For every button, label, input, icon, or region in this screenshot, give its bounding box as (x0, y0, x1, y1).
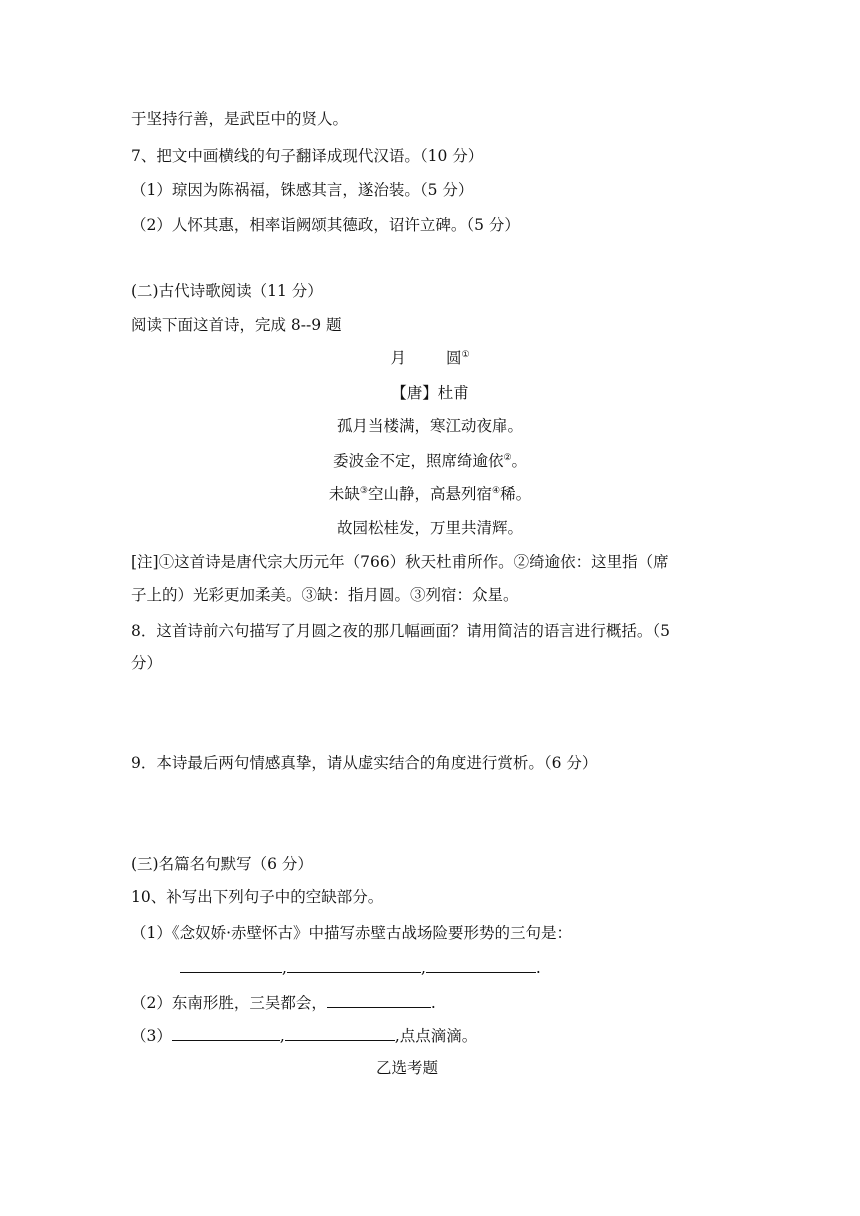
separator: , (279, 1027, 285, 1045)
question-10-item-2-text: （2）东南形胜，三吴都会， (131, 994, 327, 1012)
question-7-item-1: （1）琼因为陈祸福，铢感其言，遂治装。（5 分） (131, 181, 474, 199)
notes-line-1: [注]①这首诗是唐代宗大历元年（766）秋天杜甫所作。②绮逾依：这里指（席 (131, 553, 669, 571)
footnote-mark: ② (503, 452, 512, 463)
poem-author: 【唐】杜甫 (391, 384, 469, 402)
question-10-item-1: （1）《念奴娇·赤壁怀古》中描写赤壁古战场险要形势的三句是： (131, 924, 573, 942)
poem-line-3 (0, 483, 860, 505)
poem-line-3-text-b: 空山静，高悬列宿 (367, 485, 492, 503)
poem-title-char-1: 月 (390, 349, 406, 367)
poem-line-2 (0, 450, 860, 472)
answer-blank[interactable] (172, 1024, 280, 1041)
section-2-instruction: 阅读下面这首诗，完成 8--9 题 (131, 316, 342, 334)
section-2-title: (二)古代诗歌阅读（11 分） (131, 282, 323, 300)
footnote-mark: ① (461, 349, 470, 360)
answer-blank[interactable] (327, 991, 431, 1008)
section-b-heading: 乙选考题 (375, 1059, 438, 1077)
poem-line-4: 故园松桂发，万里共清辉。 (336, 519, 523, 537)
poem-line-3-text-c: 稀。 (500, 485, 532, 503)
separator: . (430, 994, 436, 1012)
notes-line-2: 子上的）光彩更加柔美。③缺：指月圆。③列宿：众星。 (131, 586, 519, 604)
question-10-item-1-blanks (180, 956, 541, 979)
poem-line-2-text: 委波金不定，照席绮逾依 (332, 452, 504, 470)
question-10-item-3-text: （3） (131, 1027, 172, 1045)
question-10-item-3 (131, 1024, 477, 1047)
footnote-mark: ③ (359, 485, 368, 496)
answer-blank[interactable] (287, 956, 421, 973)
answer-blank[interactable] (285, 1024, 395, 1041)
question-8-line-1: 8．这首诗前六句描写了月圆之夜的那几幅画面？请用简洁的语言进行概括。（5 (131, 622, 670, 640)
answer-blank[interactable] (180, 956, 282, 973)
question-7-item-2: （2）人怀其惠，相率诣阙颂其德政，诏许立碑。（5 分） (131, 216, 520, 234)
separator: , (282, 959, 287, 977)
question-8-line-2: 分） (131, 654, 163, 672)
question-7-title: 7、把文中画横线的句子翻译成现代汉语。（10 分） (131, 147, 484, 165)
question-10-title: 10、补写出下列句子中的空缺部分。 (131, 888, 384, 906)
section-3-title: (三)名篇名句默写（6 分） (131, 855, 313, 873)
answer-blank[interactable] (426, 956, 536, 973)
text-line: 于坚持行善，是武臣中的贤人。 (131, 110, 349, 128)
poem-line-2-end: 。 (511, 452, 528, 470)
question-10-item-2 (131, 991, 436, 1014)
poem-title (0, 347, 860, 369)
separator: . (535, 959, 541, 977)
separator: , (420, 959, 426, 977)
question-10-item-3-end: ,点点滴滴。 (394, 1027, 478, 1045)
poem-line-1: 孤月当楼满，寒江动夜扉。 (336, 417, 523, 435)
footnote-mark: ④ (492, 485, 501, 496)
poem-title-char-2: 圆 (445, 349, 462, 367)
question-9: 9．本诗最后两句情感真挚，请从虚实结合的角度进行赏析。（6 分） (131, 754, 598, 772)
poem-line-3-text-a: 未缺 (328, 485, 360, 503)
